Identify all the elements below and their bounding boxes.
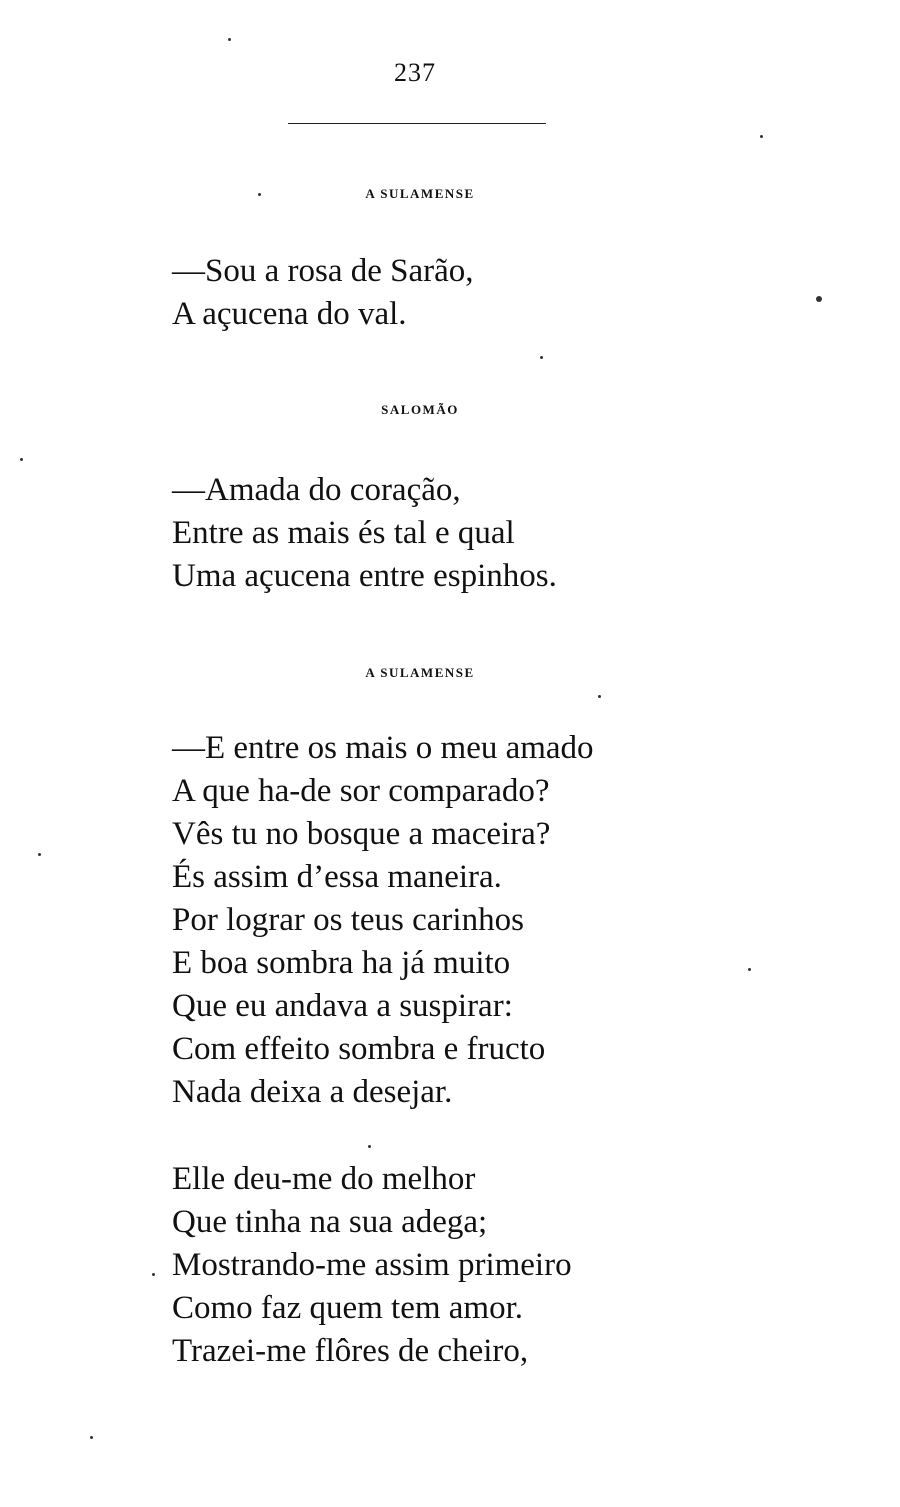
scan-speck (90, 1436, 93, 1439)
speaker-heading-1: A SULAMENSE (365, 186, 475, 201)
verse-line: Nada deixa a desejar. (172, 1074, 453, 1110)
verse-line: E boa sombra ha já muito (172, 945, 511, 981)
verse-line: Por lograr os teus carinhos (172, 902, 524, 938)
scan-speck (20, 458, 23, 461)
scan-speck (38, 853, 41, 856)
header-rule (288, 123, 546, 124)
verse-line: Como faz quem tem amor. (172, 1290, 523, 1326)
verse-line: Uma açucena entre espinhos. (172, 558, 557, 594)
verse-block-3 (172, 727, 594, 1114)
speaker-heading-3: A SULAMENSE (365, 665, 475, 680)
scan-speck (598, 695, 601, 698)
verse-line: Elle deu-me do melhor (172, 1161, 476, 1197)
verse-line: Com effeito sombra e fructo (172, 1031, 546, 1067)
scan-speck (748, 968, 751, 971)
verse-line: Que tinha na sua adega; (172, 1204, 488, 1240)
scan-speck (152, 1273, 155, 1276)
verse-line: Que eu andava a suspirar: (172, 988, 513, 1024)
verse-line: Mostrando-me assim primeiro (172, 1247, 572, 1283)
scan-speck (760, 135, 763, 138)
verse-line: És assim d’essa maneira. (172, 859, 502, 895)
verse-block-1 (172, 250, 474, 336)
page-number: 237 (394, 58, 436, 87)
scan-speck (368, 1145, 371, 1148)
verse-line: —Sou a rosa de Sarão, (172, 253, 474, 289)
verse-line: Entre as mais és tal e qual (172, 515, 515, 551)
scan-speck (228, 38, 231, 41)
verse-line: —E entre os mais o meu amado (172, 730, 594, 766)
verse-line: Trazei-me flôres de cheiro, (172, 1333, 529, 1369)
scan-speck (816, 296, 822, 302)
scan-speck (258, 193, 261, 196)
verse-line: A açucena do val. (172, 296, 407, 332)
speaker-heading-2: SALOMÃO (381, 402, 459, 417)
verse-block-4 (172, 1158, 572, 1373)
verse-line: —Amada do coração, (172, 472, 461, 508)
verse-line: A que ha-de sor comparado? (172, 773, 550, 809)
verse-line: Vês tu no bosque a maceira? (172, 816, 551, 852)
verse-block-2 (172, 469, 557, 598)
scan-speck (540, 356, 543, 359)
